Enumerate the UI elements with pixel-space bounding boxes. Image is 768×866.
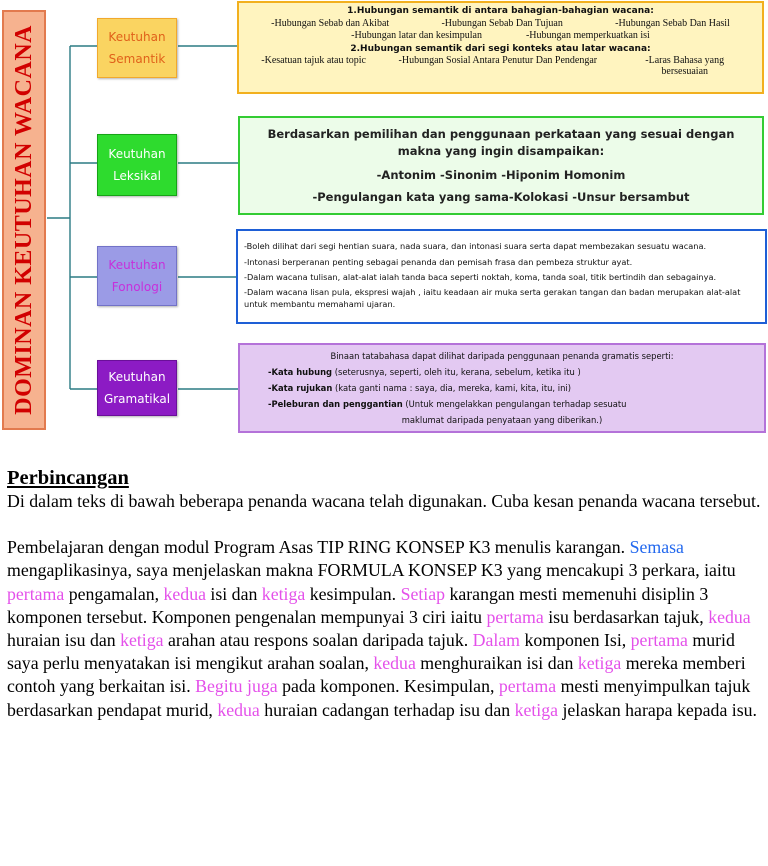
- leksikal-intro: Berdasarkan pemilihan dan penggunaan perkataan yang sesuai dengan makna yang ingin disampaikan:: [267, 127, 735, 158]
- discussion-section: [7, 466, 765, 722]
- marker-word: kedua: [373, 653, 416, 674]
- text-run: pengamalan,: [64, 583, 164, 604]
- text-run: mengaplikasinya, saya menjelaskan makna FORMULA KONSEP K3 yang mencakupi 3 perkara, iaitu: [7, 560, 736, 581]
- category-label: Leksikal: [113, 169, 161, 183]
- root-node-title: DOMINAN KEUTUHAN WACANA: [11, 25, 37, 415]
- category-label: Gramatikal: [103, 392, 171, 406]
- semantik-heading-1: 1.Hubungan semantik di antara bahagian-bahagian wacana:: [347, 6, 654, 16]
- semantik-item: -Kesatuan tajuk atau topic: [261, 55, 366, 66]
- semantik-item: -Hubungan Sebab Dan Tujuan: [441, 17, 563, 29]
- category-label: Keutuhan: [108, 258, 166, 272]
- fonologi-line: -Boleh dilihat dari segi hentian suara, nada suara, dan intonasi suara serta dapat membezakan sesuatu wacana.: [244, 241, 707, 251]
- text-run: jelaskan harapa kepada isu.: [558, 699, 757, 720]
- marker-word: ketiga: [261, 583, 306, 604]
- text-run: isu berdasarkan tajuk,: [543, 606, 709, 627]
- fonologi-line: -Intonasi berperanan penting sebagai penanda dan pemisah frasa dan pembeza struktur ayat.: [244, 256, 633, 267]
- text-run: komponen Isi,: [520, 630, 631, 651]
- text-run: isi dan: [205, 583, 262, 604]
- category-label: Keutuhan: [108, 30, 166, 44]
- semantik-item: -Hubungan latar dan kesimpulan: [351, 30, 482, 41]
- leksikal-line: -Antonim -Sinonim -Hiponim Homonim: [376, 168, 626, 182]
- marker-word: pertama: [498, 676, 557, 697]
- category-fonologi: [97, 246, 177, 306]
- text-run: mesti menyimpulkan tajuk berdasarkan pendapat murid,: [7, 676, 751, 720]
- category-leksikal: [97, 134, 177, 196]
- gramatikal-item-desc: (kata ganti nama : saya, dia, mereka, kami, kita, itu, ini): [332, 383, 571, 393]
- gramatikal-item-desc: (Untuk mengelakkan pengulangan terhadap sesuatu: [402, 399, 627, 409]
- marker-word: kedua: [708, 606, 751, 627]
- gramatikal-item-desc: (seterusnya, seperti, oleh itu, kerana, sebelum, ketika itu ): [332, 367, 581, 377]
- semantik-item: -Hubungan Sebab dan Akibat: [271, 17, 390, 29]
- text-run: kesimpulan.: [305, 583, 401, 604]
- discussion-title: Perbincangan: [7, 467, 129, 489]
- text-run: pada komponen. Kesimpulan,: [277, 676, 499, 697]
- discussion-intro: Di dalam teks di bawah beberapa penanda wacana telah digunakan. Cuba kesan penanda wacana tersebut.: [7, 491, 761, 511]
- text-run: huraian isu dan: [7, 630, 121, 651]
- category-semantik: [97, 18, 177, 78]
- marker-word: Semasa: [629, 537, 684, 558]
- marker-word: pertama: [7, 583, 65, 604]
- marker-word: pertama: [630, 630, 688, 651]
- gramatikal-intro: Binaan tatabahasa dapat dilihat daripada penggunaan penanda gramatis seperti:: [330, 351, 674, 361]
- fonologi-line: -Dalam wacana lisan pula, ekspresi wajah , iaitu keadaan air muka serta gerakan tangan dan badan merupakan alat-alat untuk membantu memahami ujaran.: [244, 286, 741, 309]
- semantik-item: -Hubungan memperkuatkan isi: [525, 30, 650, 41]
- semantik-description: [237, 1, 764, 94]
- gramatikal-item-term: -Peleburan dan penggantian: [268, 399, 403, 409]
- semantik-item: -Laras Bahasa yang bersesuaian: [645, 55, 725, 77]
- fonologi-line: -Dalam wacana tulisan, alat-alat ialah tanda baca seperti noktah, koma, tanda soal, titik bertindih dan sebagainya.: [244, 272, 717, 282]
- leksikal-description: [238, 116, 764, 215]
- fonologi-description: [236, 229, 767, 324]
- marker-word: ketiga: [577, 653, 622, 674]
- marker-word: ketiga: [514, 699, 559, 720]
- category-label: Keutuhan: [108, 147, 166, 161]
- marker-word: kedua: [217, 699, 260, 720]
- marker-word: Begitu juga: [195, 676, 278, 697]
- gramatikal-item-term: -Kata hubung: [268, 367, 333, 377]
- category-gramatikal: [97, 360, 177, 416]
- text-run: murid saya perlu menyatakan isi mengikut arahan soalan,: [7, 630, 735, 674]
- category-label: Keutuhan: [108, 370, 166, 384]
- gramatikal-item: [250, 380, 754, 396]
- text-run: mereka memberi contoh yang berkaitan isi.: [7, 653, 746, 697]
- semantik-heading-2: 2.Hubungan semantik dari segi konteks atau latar wacana:: [350, 43, 651, 54]
- gramatikal-item: [250, 364, 754, 380]
- semantik-item: -Hubungan Sebab Dan Hasil: [615, 17, 730, 29]
- category-label: Semantik: [108, 52, 166, 66]
- text-run: arahan atau respons soalan daripada tajuk.: [163, 630, 473, 651]
- text-run: huraian cadangan terhadap isu dan: [259, 699, 515, 720]
- marker-word: Setiap: [400, 583, 446, 604]
- leksikal-line: -Pengulangan kata yang sama-Kolokasi -Unsur bersambut: [312, 190, 690, 204]
- text-run: Pembelajaran dengan modul Program Asas TIP RING KONSEP K3 menulis karangan.: [7, 537, 630, 558]
- category-label: Fonologi: [111, 280, 163, 294]
- paragraph-gap: [7, 513, 765, 536]
- gramatikal-item-continued: maklumat daripada penyataan yang diberikan.): [401, 415, 603, 425]
- root-node-box: [2, 10, 46, 430]
- gramatikal-item: [250, 396, 754, 412]
- gramatikal-description: [238, 343, 766, 433]
- marker-word: pertama: [486, 606, 544, 627]
- text-run: menghuraikan isi dan: [415, 653, 578, 674]
- gramatikal-item-term: -Kata rujukan: [268, 383, 333, 393]
- marker-word: ketiga: [120, 630, 164, 651]
- semantik-item: -Hubungan Sosial Antara Penutur Dan Pendengar: [398, 55, 598, 66]
- text-run: karangan mesti memenuhi disiplin 3 komponen tersebut. Komponen pengenalan mempunyai 3 ciri iaitu: [7, 583, 709, 627]
- discussion-paragraph: [7, 536, 765, 722]
- marker-word: kedua: [163, 583, 206, 604]
- marker-word: Dalam: [472, 630, 521, 651]
